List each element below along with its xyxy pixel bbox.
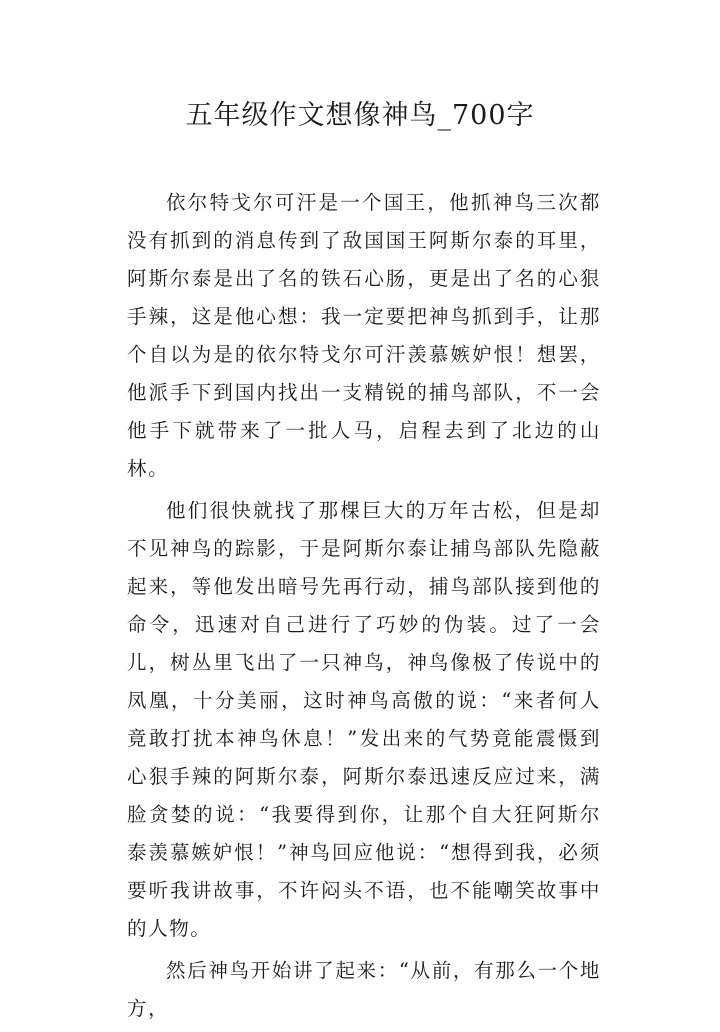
paragraph: 他们很快就找了那棵巨大的万年古松，但是却不见神鸟的踪影，于是阿斯尔泰让捕鸟部队先隐蔽起来，等他发出暗号先再行动，捕鸟部队接到他的命令，迅速对自己进行了巧妙的伪装。过了一会儿，树丛里飞出了一只神鸟，神鸟像极了传说中的凤凰，十分美丽，这时神鸟高傲的说：“来者何人竟敢打扰本神鸟休息！”发出来的气势竟能震慑到心狠手辣的阿斯尔泰，阿斯尔泰迅速反应过来，满脸贪婪的说：“我要得到你，让那个自大狂阿斯尔泰羡慕嫉妒恨！”神鸟回应他说：“想得到我，必须要听我讲故事，不许闷头不语，也不能嘲笑故事中的人物。 xyxy=(127,499,601,940)
paragraph: 依尔特戈尔可汗是一个国王，他抓神鸟三次都没有抓到的消息传到了敌国国王阿斯尔泰的耳里，阿斯尔泰是出了名的铁石心肠，更是出了名的心狠手辣，这是他心想：我一定要把神鸟抓到手，让那个自以为是的依尔特戈尔可汗羡慕嫉妒恨！想罢，他派手下到国内找出一支精锐的捕鸟部队，不一会他手下就带来了一批人马，启程去到了北边的山林。 xyxy=(127,191,601,480)
document-title: 五年级作文想像神鸟_700字 xyxy=(185,100,535,131)
document-body xyxy=(127,184,601,1032)
paragraph: 然后神鸟开始讲了起来：“从前，有那么一个地方， xyxy=(127,959,601,1020)
